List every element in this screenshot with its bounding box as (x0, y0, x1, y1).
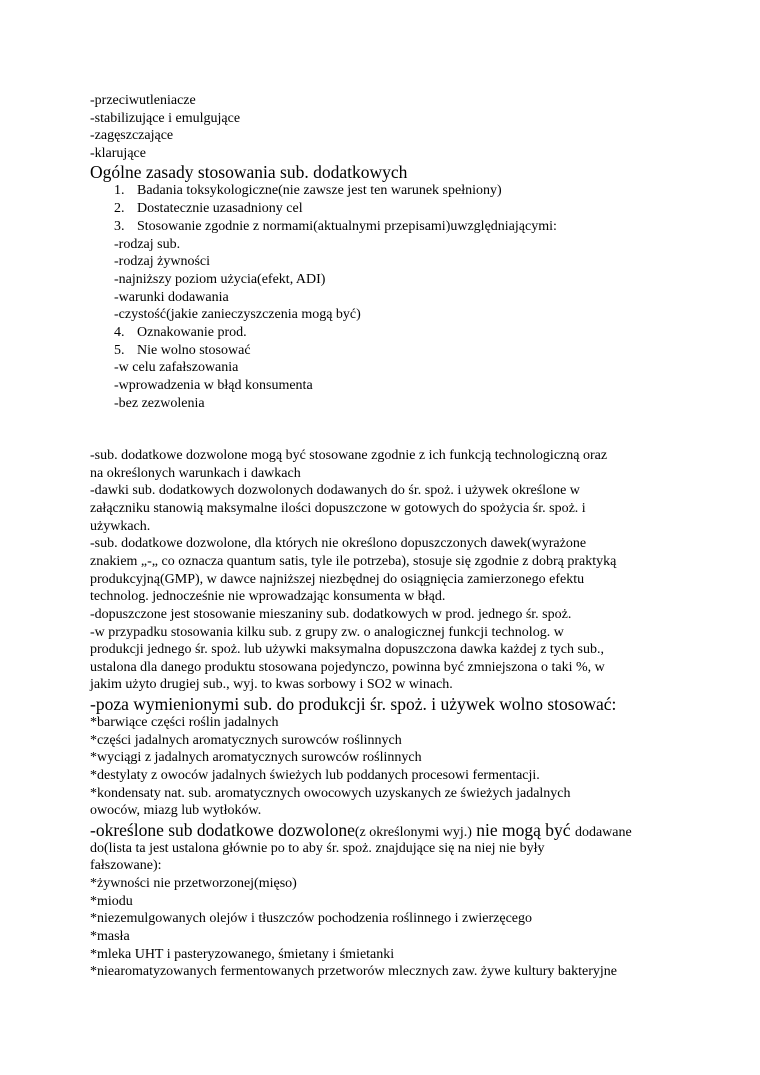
numbered-item (114, 182, 502, 200)
numbered-item (114, 218, 557, 236)
paragraph-line: technolog. jednocześnie nie wprowadzając konsumenta w błąd. (90, 589, 446, 604)
list-item: *niezemulgowanych olejów i tłuszczów pochodzenia roślinnego i zwierzęcego (90, 911, 533, 926)
paragraph-line: załączniku stanowią maksymalne ilości dopuszczone w gotowych do spożycia śr. spoż. i (90, 501, 586, 516)
paragraph-line: do(lista ta jest ustalona głównie po to aby śr. spoż. znajdujące się na niej nie były (90, 841, 545, 856)
list-item: *destylaty z owoców jadalnych świeżych lub poddanych procesowi fermentacji. (90, 768, 540, 783)
numbered-item (114, 342, 251, 360)
paragraph-line: znakiem „-„ co oznacza quantum satis, tyle ile potrzeba), stosuje się zgodnie z dobrą praktyką (90, 554, 617, 569)
paragraph-line: produkcji jednego śr. spoż. lub używki maksymalna dopuszczona dawka każdej z tych sub., (90, 642, 604, 657)
paragraph-line: -sub. dodatkowe dozwolone, dla których nie określono dopuszczonych dawek(wyrażone (90, 536, 587, 551)
item-text: Stosowanie zgodnie z normami(aktualnymi przepisami)uwzględniającymi: (137, 219, 557, 234)
list-item: -stabilizujące i emulgujące (90, 111, 241, 126)
item-number: 1. (114, 183, 125, 198)
paragraph-line: produkcyjną(GMP), w dawce najniższej niezbędnej do osiągnięcia zamierzonego efektu (90, 572, 585, 587)
list-item: owoców, miazg lub wytłoków. (90, 803, 262, 818)
list-item: -klarujące (90, 146, 146, 161)
list-item: *barwiące części roślin jadalnych (90, 715, 279, 730)
paragraph-line: fałszowane): (90, 858, 162, 873)
list-item: *wyciągi z jadalnych aromatycznych surowców roślinnych (90, 750, 422, 765)
list-item: *kondensaty nat. sub. aromatycznych owocowych uzyskanych ze świeżych jadalnych (90, 786, 571, 801)
sub-item: -warunki dodawania (114, 290, 229, 305)
numbered-item (114, 324, 247, 342)
item-text: Dostatecznie uzasadniony cel (137, 201, 303, 216)
paragraph-line: ustalona dla danego produktu stosowana pojedynczo, powinna być zmniejszona o taki %, w (90, 660, 605, 675)
item-text: Oznakowanie prod. (137, 325, 247, 340)
paragraph-line: jakim użyto drugiej sub., wyj. to kwas sorbowy i SO2 w winach. (90, 677, 453, 692)
list-item: *miodu (90, 894, 133, 909)
numbered-item (114, 200, 303, 218)
sub-item: -najniższy poziom użycia(efekt, ADI) (114, 272, 326, 287)
sub-item: -wprowadzenia w błąd konsumenta (114, 378, 313, 393)
paragraph-line: -dawki sub. dodatkowych dozwolonych dodawanych do śr. spoż. i używek określone w (90, 483, 580, 498)
list-item: *części jadalnych aromatycznych surowców roślinnych (90, 733, 402, 748)
paragraph-line: używkach. (90, 519, 151, 534)
heading-part: (z określonymi wyj.) (354, 825, 472, 840)
sub-item: -rodzaj sub. (114, 237, 181, 252)
paragraph-line: -dopuszczone jest stosowanie mieszaniny sub. dodatkowych w prod. jednego śr. spoż. (90, 607, 572, 622)
item-number: 2. (114, 201, 125, 216)
sub-item: -w celu zafałszowania (114, 360, 239, 375)
section-heading: -poza wymienionymi sub. do produkcji śr. spoż. i używek wolno stosować: (90, 694, 617, 714)
section-heading: Ogólne zasady stosowania sub. dodatkowych (90, 162, 408, 182)
list-item: *masła (90, 929, 130, 944)
item-number: 5. (114, 343, 125, 358)
sub-item: -rodzaj żywności (114, 254, 211, 269)
heading-part: -określone sub dodatkowe dozwolone (90, 820, 355, 840)
list-item: *niearomatyzowanych fermentowanych przetworów mlecznych zaw. żywe kultury bakteryjne (90, 964, 617, 979)
sub-item: -bez zezwolenia (114, 396, 205, 411)
item-text: Badania toksykologiczne(nie zawsze jest ten warunek spełniony) (137, 183, 502, 198)
item-number: 3. (114, 219, 125, 234)
heading-part: dodawane (574, 825, 632, 840)
list-item: -przeciwutleniacze (90, 93, 196, 108)
item-text: Nie wolno stosować (137, 343, 251, 358)
paragraph-line: -sub. dodatkowe dozwolone mogą być stosowane zgodnie z ich funkcją technologiczną oraz (90, 448, 608, 463)
paragraph-line: -w przypadku stosowania kilku sub. z grupy zw. o analogicznej funkcji technolog. w (90, 625, 564, 640)
list-item: *mleka UHT i pasteryzowanego, śmietany i śmietanki (90, 947, 395, 962)
list-item: *żywności nie przetworzonej(mięso) (90, 876, 297, 891)
heading-part: nie mogą być (471, 820, 575, 840)
sub-item: -czystość(jakie zanieczyszczenia mogą być) (114, 307, 361, 322)
list-item: -zagęszczające (90, 128, 174, 143)
paragraph-line: na określonych warunkach i dawkach (90, 466, 301, 481)
item-number: 4. (114, 325, 125, 340)
